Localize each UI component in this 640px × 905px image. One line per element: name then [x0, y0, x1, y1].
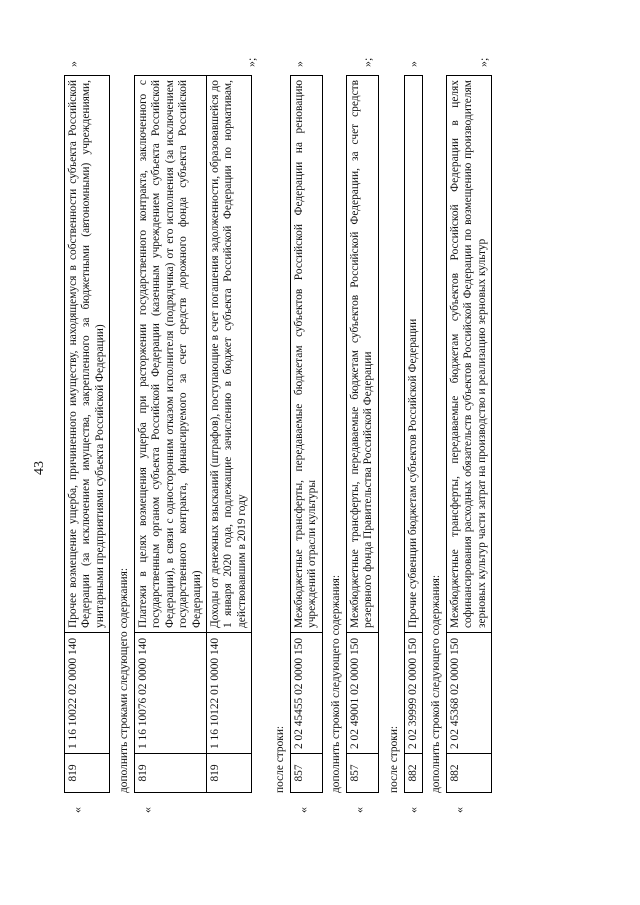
- budget-code-table: [134, 75, 252, 793]
- table-row: [405, 76, 423, 793]
- budget-code-table: [346, 75, 379, 793]
- instruction-text: дополнить строками следующего содержания:: [118, 567, 130, 793]
- table-row: [291, 76, 323, 793]
- admin-code-cell: 819: [207, 754, 252, 793]
- instruction-text: после строки:: [388, 725, 400, 793]
- table-row-block: [446, 0, 498, 905]
- table-row: [135, 76, 207, 793]
- admin-code-cell: 857: [347, 754, 379, 793]
- admin-code-cell: 819: [65, 754, 110, 793]
- opening-quote: «: [452, 807, 466, 813]
- table-row: [447, 76, 492, 793]
- description-cell: Межбюджетные трансферты, передаваемые бюджетам субъектов Российской Федерации в целях софинансирования расходных обязательств субъектов Российской Федерации по возмещению производителям зерновых культур части затрат на производство и реализацию зерновых культур: [447, 76, 492, 633]
- closing-quote: »: [292, 61, 306, 67]
- budget-code-table: [290, 75, 323, 793]
- description-cell: Прочие субвенции бюджетам субъектов Российской Федерации: [405, 76, 423, 633]
- description-cell: Платежи в целях возмещения ущерба при расторжении государственного контракта, заключенного с государственным органом субъекта Российской Федерации (казенным учреждением субъекта Российской Федерации), в связи с односторонним отказом исполнителя (подрядчика) от его исполнения (за исключением государственного контракта, финансируемого за счет средств дорожного фонда субъекта Российской Федерации): [135, 76, 207, 633]
- instruction-text: после строки:: [274, 725, 286, 793]
- admin-code-cell: 819: [135, 754, 207, 793]
- description-cell: Межбюджетные трансферты, передаваемые бюджетам субъектов Российской Федерации, за счет средств резервного фонда Правительства Российской Федерации: [347, 76, 379, 633]
- closing-quote: »;: [360, 57, 374, 67]
- admin-code-cell: 882: [405, 754, 423, 793]
- table-row-block: [64, 0, 116, 905]
- page-number: 43: [32, 461, 47, 475]
- closing-quote: »: [406, 61, 420, 67]
- budget-code-table: [404, 75, 423, 793]
- description-cell: Межбюджетные трансферты, передаваемые бюджетам субъектов Российской Федерации на реновацию учреждений отрасли культуры: [291, 76, 323, 633]
- closing-quote: »;: [244, 57, 258, 67]
- table-row: [207, 76, 252, 793]
- opening-quote: «: [296, 807, 310, 813]
- closing-quote: »: [66, 61, 80, 67]
- kbk-code-cell: 2 02 45455 02 0000 150: [291, 633, 323, 754]
- table-row: [65, 76, 110, 793]
- instruction-text: дополнить строкой следующего содержания:: [330, 574, 342, 793]
- kbk-code-cell: 1 16 10076 02 0000 140: [135, 633, 207, 754]
- opening-quote: «: [406, 807, 420, 813]
- table-row-block: [404, 0, 426, 905]
- opening-quote: «: [352, 807, 366, 813]
- admin-code-cell: 857: [291, 754, 323, 793]
- budget-code-table: [446, 75, 492, 793]
- kbk-code-cell: 2 02 45368 02 0000 150: [447, 633, 492, 754]
- kbk-code-cell: 2 02 49001 02 0000 150: [347, 633, 379, 754]
- admin-code-cell: 882: [447, 754, 492, 793]
- kbk-code-cell: 1 16 10022 02 0000 140: [65, 633, 110, 754]
- description-cell: Доходы от денежных взысканий (штрафов), поступающие в счет погашения задолженности, образовавшейся до 1 января 2020 года, подлежащие зачислению в бюджет субъекта Российской Федерации по нормативам, действовавшим в 2019 году: [207, 76, 252, 633]
- table-row-block: [290, 0, 326, 905]
- description-cell: Прочее возмещение ущерба, причиненного имуществу, находящемуся в собственности субъекта Российской Федерации (за исключением имущества, закрепленного за бюджетными (автономными) учреждениями, унитарными предприятиями субъекта Российской Федерации): [65, 76, 110, 633]
- closing-quote: »;: [476, 57, 490, 67]
- instruction-text: дополнить строкой следующего содержания:: [430, 574, 442, 793]
- kbk-code-cell: 1 16 10122 01 0000 140: [207, 633, 252, 754]
- table-row-block: [346, 0, 382, 905]
- table-row: [347, 76, 379, 793]
- budget-code-table: [64, 75, 110, 793]
- opening-quote: «: [70, 807, 84, 813]
- kbk-code-cell: 2 02 39999 02 0000 150: [405, 633, 423, 754]
- table-row-block: [134, 0, 270, 905]
- opening-quote: «: [140, 807, 154, 813]
